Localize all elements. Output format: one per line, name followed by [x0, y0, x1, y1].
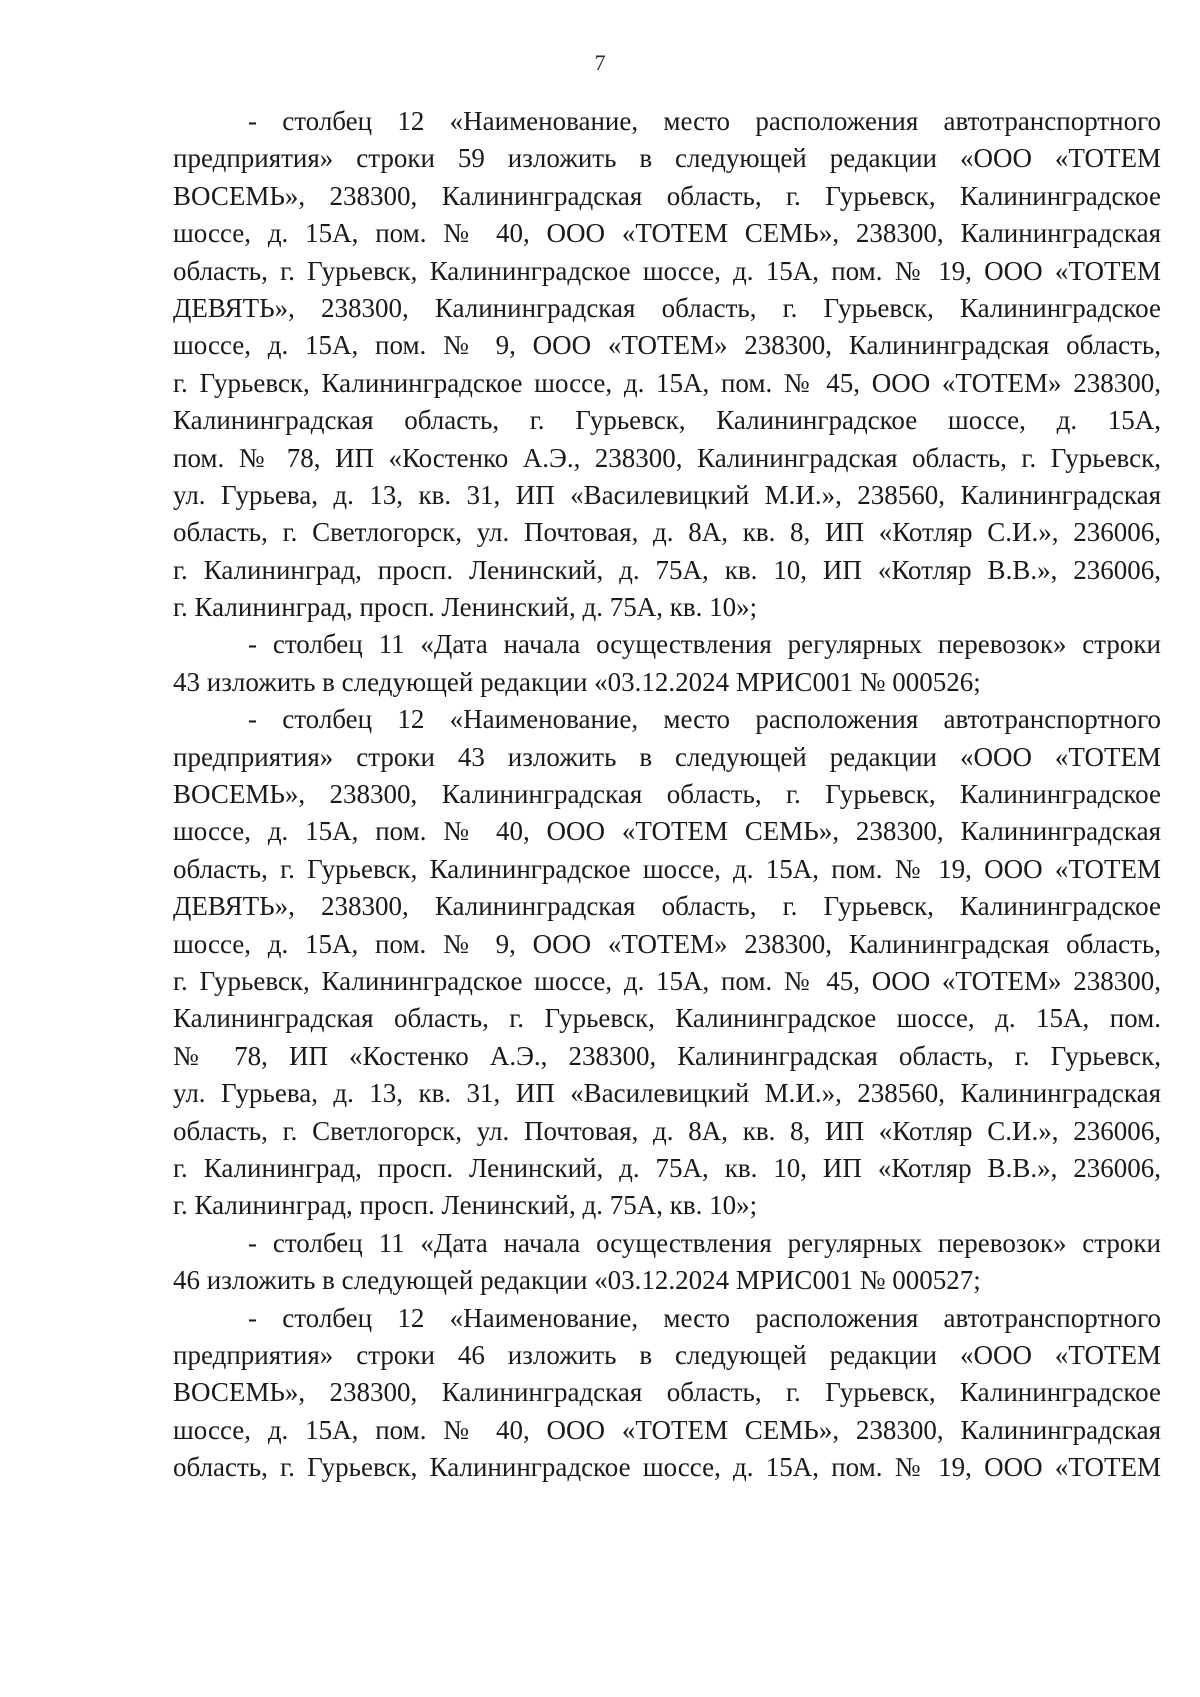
text-line: предприятия» строки 43 изложить в следующей редакции «ООО «ТОТЕМ — [173, 741, 1161, 772]
text-line: № 78, ИП «Костенко А.Э., 238300, Калининградская область, г. Гурьевск, — [173, 1040, 1161, 1071]
text-line: г. Калининград, просп. Ленинский, д. 75А, кв. 10, ИП «Котляр В.В.», 236006, — [173, 1152, 1161, 1183]
text-line: ВОСЕМЬ», 238300, Калининградская область, г. Гурьевск, Калининградское — [173, 779, 1161, 810]
text-line: шоссе, д. 15А, пом. № 9, ООО «ТОТЕМ» 238300, Калининградская область, — [173, 330, 1161, 361]
text-line: г. Калининград, просп. Ленинский, д. 75А, кв. 10»; — [173, 592, 758, 623]
text-line: г. Гурьевск, Калининградское шоссе, д. 15А, пом. № 45, ООО «ТОТЕМ» 238300, — [173, 965, 1161, 996]
text-line: предприятия» строки 46 изложить в следующей редакции «ООО «ТОТЕМ — [173, 1339, 1161, 1370]
text-line: ДЕВЯТЬ», 238300, Калининградская область, г. Гурьевск, Калининградское — [173, 891, 1161, 922]
text-line: пом. № 78, ИП «Костенко А.Э., 238300, Калининградская область, г. Гурьевск, — [173, 442, 1161, 473]
text-line: область, г. Светлогорск, ул. Почтовая, д. 8А, кв. 8, ИП «Котляр С.И.», 236006, — [173, 1115, 1161, 1146]
text-line: область, г. Гурьевск, Калининградское шоссе, д. 15А, пом. № 19, ООО «ТОТЕМ — [173, 1452, 1161, 1483]
text-line: шоссе, д. 15А, пом. № 40, ООО «ТОТЕМ СЕМЬ», 238300, Калининградская — [173, 218, 1161, 249]
text-line: предприятия» строки 59 изложить в следующей редакции «ООО «ТОТЕМ — [173, 143, 1161, 174]
text-line: ул. Гурьева, д. 13, кв. 31, ИП «Василевицкий М.И.», 238560, Калининградская — [173, 1078, 1161, 1109]
text-line: ВОСЕМЬ», 238300, Калининградская область, г. Гурьевск, Калининградское — [173, 1377, 1161, 1408]
text-line: 46 изложить в следующей редакции «03.12.2024 МРИС001 № 000527; — [173, 1265, 981, 1296]
text-line: - столбец 11 «Дата начала осуществления регулярных перевозок» строки — [248, 1227, 1161, 1258]
text-line: 43 изложить в следующей редакции «03.12.2024 МРИС001 № 000526; — [173, 666, 981, 697]
text-line: - столбец 12 «Наименование, место расположения автотранспортного — [248, 1302, 1161, 1333]
paragraph-column-11-row-46 — [173, 1225, 1161, 1300]
text-line: г. Гурьевск, Калининградское шоссе, д. 15А, пом. № 45, ООО «ТОТЕМ» 238300, — [173, 367, 1161, 398]
text-line: ДЕВЯТЬ», 238300, Калининградская область, г. Гурьевск, Калининградское — [173, 292, 1161, 323]
text-line: г. Калининград, просп. Ленинский, д. 75А, кв. 10»; — [173, 1190, 758, 1221]
paragraph-column-12-row-43 — [173, 701, 1161, 1224]
text-line: ВОСЕМЬ», 238300, Калининградская область, г. Гурьевск, Калининградское — [173, 180, 1161, 211]
text-line: область, г. Гурьевск, Калининградское шоссе, д. 15А, пом. № 19, ООО «ТОТЕМ — [173, 255, 1161, 286]
paragraph-column-12-row-46 — [173, 1300, 1161, 1487]
text-line: шоссе, д. 15А, пом. № 40, ООО «ТОТЕМ СЕМЬ», 238300, Калининградская — [173, 1414, 1161, 1445]
text-line: г. Калининград, просп. Ленинский, д. 75А, кв. 10, ИП «Котляр В.В.», 236006, — [173, 554, 1161, 585]
text-line: ул. Гурьева, д. 13, кв. 31, ИП «Василевицкий М.И.», 238560, Калининградская — [173, 479, 1161, 510]
page-number: 7 — [594, 50, 606, 75]
document-body — [173, 103, 1161, 1486]
text-line: Калининградская область, г. Гурьевск, Калининградское шоссе, д. 15А, — [173, 405, 1161, 436]
text-line: - столбец 12 «Наименование, место расположения автотранспортного — [248, 106, 1161, 136]
text-line: область, г. Светлогорск, ул. Почтовая, д. 8А, кв. 8, ИП «Котляр С.И.», 236006, — [173, 517, 1161, 548]
paragraph-column-12-row-59 — [173, 103, 1161, 626]
text-line: шоссе, д. 15А, пом. № 40, ООО «ТОТЕМ СЕМЬ», 238300, Калининградская — [173, 816, 1161, 847]
text-line: - столбец 12 «Наименование, место расположения автотранспортного — [248, 704, 1161, 735]
text-line: Калининградская область, г. Гурьевск, Калининградское шоссе, д. 15А, пом. — [173, 1003, 1161, 1034]
text-line: - столбец 11 «Дата начала осуществления регулярных перевозок» строки — [248, 629, 1161, 660]
text-line: область, г. Гурьевск, Калининградское шоссе, д. 15А, пом. № 19, ООО «ТОТЕМ — [173, 853, 1161, 884]
text-line: шоссе, д. 15А, пом. № 9, ООО «ТОТЕМ» 238300, Калининградская область, — [173, 928, 1161, 959]
paragraph-column-11-row-43 — [173, 626, 1161, 701]
